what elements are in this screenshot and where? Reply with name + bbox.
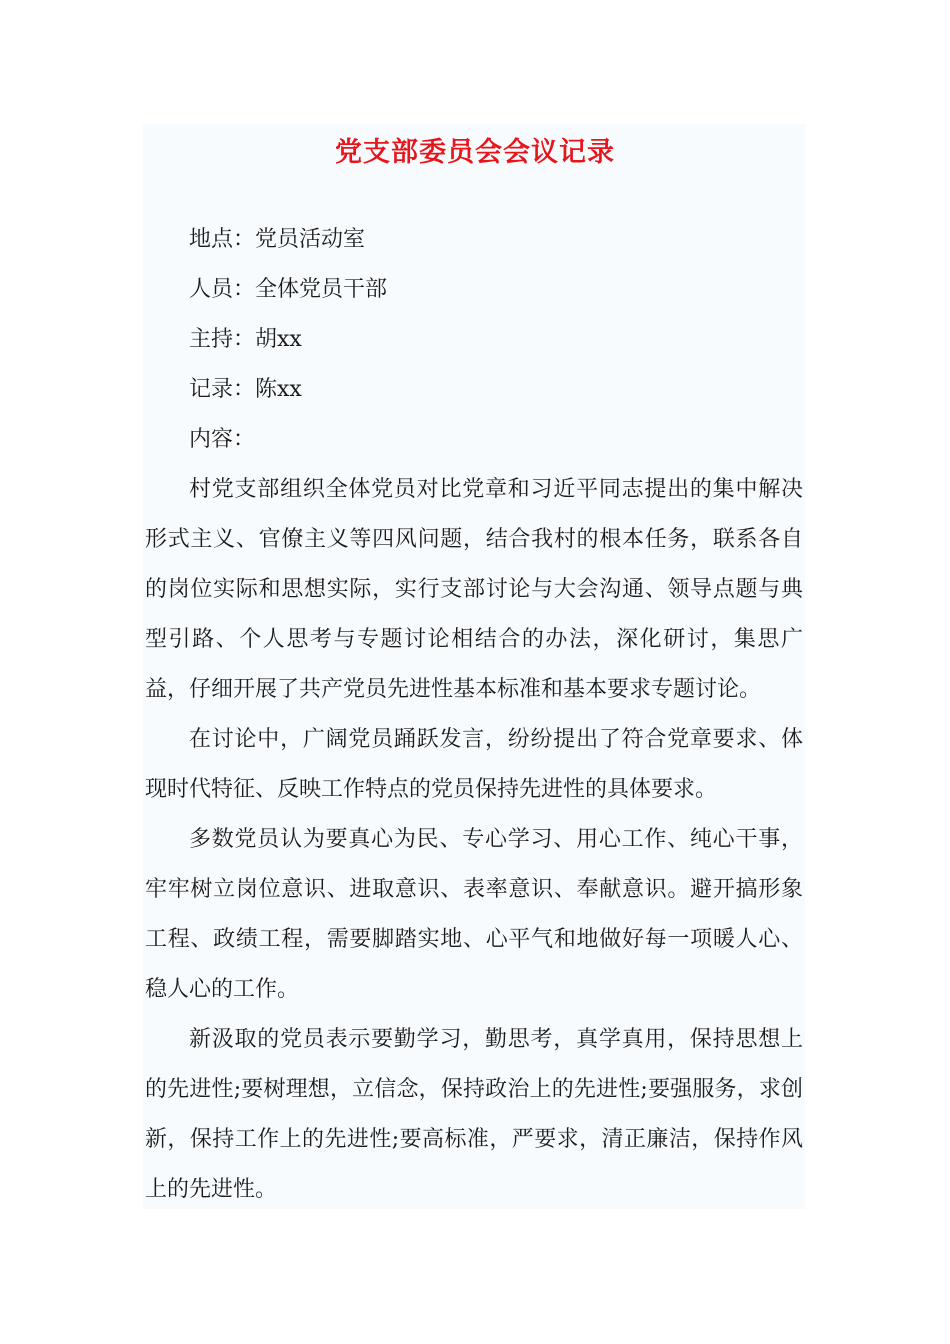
paragraph-3: 多数党员认为要真心为民、专心学习、用心工作、纯心干事，牢牢树立岗位意识、进取意识、表率意识、奉献意识。避开搞形象工程、政绩工程，需要脚踏实地、心平气和地做好每一项暖人心、稳人心的工作。 [145,827,803,1002]
paragraph-4: 新汲取的党员表示要勤学习，勤思考，真学真用，保持思想上的先进性;要树理想，立信念，保持政治上的先进性;要强服务，求创新，保持工作上的先进性;要高标准，严要求，清正廉洁，保持作风上的先进性。 [145,1027,803,1202]
meta-content-label: 内容： [189,427,256,452]
meta-location: 地点：党员活动室 [189,227,366,252]
meta-attendees: 人员：全体党员干部 [189,277,388,302]
meta-host: 主持：胡xx [189,327,302,352]
document-body [145,215,803,1215]
paragraph-1: 村党支部组织全体党员对比党章和习近平同志提出的集中解决形式主义、官僚主义等四风问题，结合我村的根本任务，联系各自的岗位实际和思想实际，实行支部讨论与大会沟通、领导点题与典型引路、个人思考与专题讨论相结合的办法，深化研讨，集思广益，仔细开展了共产党员先进性基本标准和基本要求专题讨论。 [145,477,803,702]
document-title: 党支部委员会会议记录 [335,137,615,168]
paragraph-2: 在讨论中，广阔党员踊跃发言，纷纷提出了符合党章要求、体现时代特征、反映工作特点的党员保持先进性的具体要求。 [145,727,803,802]
meta-recorder: 记录：陈xx [189,377,302,402]
